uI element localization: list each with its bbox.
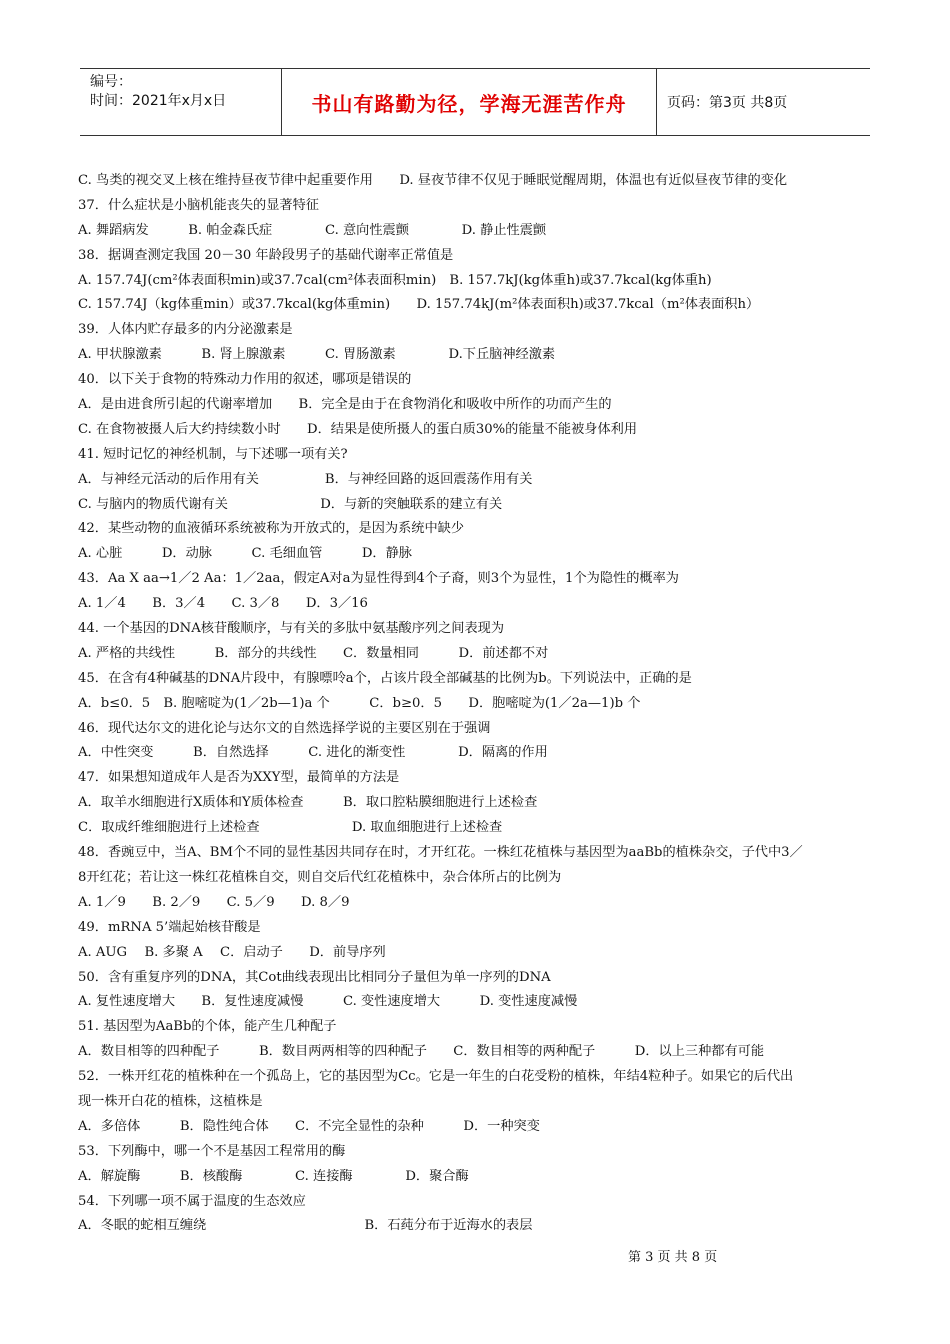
text-line: A．解旋酶 B．核酸酶 C. 连接酶 D．聚合酶 — [78, 1168, 469, 1184]
text-line: C. 与脑内的物质代谢有关 D．与新的突触联系的建立有关 — [78, 496, 503, 512]
text-line: A. 1／9 B. 2／9 C. 5／9 D. 8／9 — [78, 894, 350, 910]
text-line: 48．香豌豆中，当A、BM个不同的显性基因共同存在时，才开红花。一株红花植株与基因型为aaBb的植株杂交，子代中3／ — [78, 845, 803, 861]
text-line: 49．mRNA 5’端起始核苷酸是 — [78, 919, 261, 935]
text-line: A. 复性速度增大 B．复性速度减慢 C. 变性速度增大 D. 变性速度减慢 — [78, 994, 578, 1010]
text-line: A. 1／4 B．3／4 C. 3／8 D．3／16 — [78, 596, 368, 612]
header-time-label: 时间：2021年x月x日 — [90, 93, 227, 109]
header-motto: 书山有路勤为径，学海无涯苦作舟 — [282, 69, 657, 135]
text-line: C．取成纤维细胞进行上述检查 D. 取血细胞进行上述检查 — [78, 820, 503, 836]
text-line: 46．现代达尔文的进化论与达尔文的自然选择学说的主要区别在于强调 — [78, 720, 491, 736]
text-line: 54．下列哪一项不属于温度的生态效应 — [78, 1193, 306, 1209]
text-line: 37．什么症状是小脑机能丧失的显著特征 — [78, 197, 319, 213]
text-line: A. 157.74J(cm²体表面积min)或37.7cal(cm²体表面积min) B. 157.7kJ(kg体重h)或37.7kcal(kg体重h) — [78, 272, 712, 288]
header-meta — [80, 69, 282, 135]
text-line: A．冬眠的蛇相互缠绕 B．石莼分布于近海水的表层 — [78, 1218, 533, 1234]
text-line: 45．在含有4种碱基的DNA片段中，有腺嘌呤a个，占该片段全部碱基的比例为b。下列说法中，正确的是 — [78, 670, 692, 686]
text-line: A．取羊水细胞进行X质体和Y质体检查 B．取口腔粘膜细胞进行上述检查 — [78, 795, 538, 811]
text-line: 38．据调查测定我国 20－30 年龄段男子的基础代谢率正常值是 — [78, 247, 454, 263]
page-header — [80, 68, 870, 136]
text-line: 42．某些动物的血液循环系统被称为开放式的，是因为系统中缺少 — [78, 521, 465, 537]
text-line: C. 鸟类的视交叉上核在维持昼夜节律中起重要作用 D. 昼夜节律不仅见于睡眠觉醒周期，体温也有近似昼夜节律的变化 — [78, 173, 788, 188]
document-body — [78, 169, 874, 1239]
text-line: C. 在食物被摄人后大约持续数小时 D．结果是使所摄人的蛋白质30%的能量不能被身体利用 — [78, 421, 638, 437]
text-line: 43．Aa X aa→1／2 Aa：1／2aa，假定A对a为显性得到4个子裔，则3个为显性，1个为隐性的概率为 — [78, 571, 679, 587]
text-line: 41. 短时记忆的神经机制，与下述哪一项有关? — [78, 446, 348, 462]
text-line: 现一株开白花的植株，这植株是 — [78, 1093, 263, 1109]
text-line: A. 甲状腺激素 B. 肾上腺激素 C. 胃肠激素 D.下丘脑神经激素 — [78, 347, 556, 363]
header-page-info: 页码：第3页 共8页 — [667, 95, 788, 111]
text-line: 52．一株开红花的植株种在一个孤岛上，它的基因型为Cc。它是一年生的白花受粉的植株，年结4粒种子。如果它的后代出 — [78, 1069, 794, 1085]
text-line: 51. 基因型为AaBb的个体，能产生几种配子 — [78, 1019, 337, 1035]
text-line: A. 舞蹈病发 B. 帕金森氏症 C. 意向性震颤 D. 静止性震颤 — [78, 222, 547, 238]
text-line: A. 心脏 D．动脉 C. 毛细血管 D．静脉 — [78, 546, 412, 562]
text-line: 44. 一个基因的DNA核苷酸顺序，与有关的多肽中氨基酸序列之间表现为 — [78, 621, 505, 637]
text-line: 53．下列酶中，哪一个不是基因工程常用的酶 — [78, 1143, 346, 1159]
text-line: A. AUG B. 多聚 A C．启动子 D．前导序列 — [78, 944, 386, 960]
text-line: A．b≤0．5 B. 胞嘧啶为(1／2b—1)a 个 C．b≥0．5 D．胞嘧啶为(1／2a—1)b 个 — [78, 695, 641, 711]
text-line: A．多倍体 B．隐性纯合体 C．不完全显性的杂种 D．一种突变 — [78, 1118, 540, 1134]
text-line: A．与神经元活动的后作用有关 B．与神经回路的返回震荡作用有关 — [78, 471, 533, 487]
text-line: 50．含有重复序列的DNA，其Cot曲线表现出比相同分子量但为单一序列的DNA — [78, 969, 551, 985]
text-line: 39．人体内贮存最多的内分泌激素是 — [78, 322, 293, 338]
text-line: C. 157.74J（kg体重min）或37.7kcal(kg体重min) D. 157.74kJ(m²体表面积h)或37.7kcal（m²体表面积h） — [78, 297, 760, 313]
text-line: 47．如果想知道成年人是否为XXY型，最简单的方法是 — [78, 770, 400, 786]
text-line: A. 严格的共线性 B．部分的共线性 C．数量相同 D．前述都不对 — [78, 645, 549, 661]
text-line: A．中性突变 B．自然选择 C. 进化的渐变性 D．隔离的作用 — [78, 745, 548, 761]
text-line: 8开红花；若让这一株红花植株自交，则自交后代红花植株中，杂合体所占的比例为 — [78, 869, 562, 885]
text-line: A．数目相等的四种配子 B．数目两两相等的四种配子 C．数目相等的两种配子 D．以上三种都有可能 — [78, 1044, 765, 1060]
page-footer: 第 3 页 共 8 页 — [628, 1250, 718, 1265]
text-line: 40．以下关于食物的特殊动力作用的叙述，哪项是错误的 — [78, 372, 412, 388]
text-line: A．是由进食所引起的代谢率增加 B．完全是由于在食物消化和吸收中所作的功而产生的 — [78, 397, 612, 413]
header-number-label: 编号： — [90, 74, 132, 90]
